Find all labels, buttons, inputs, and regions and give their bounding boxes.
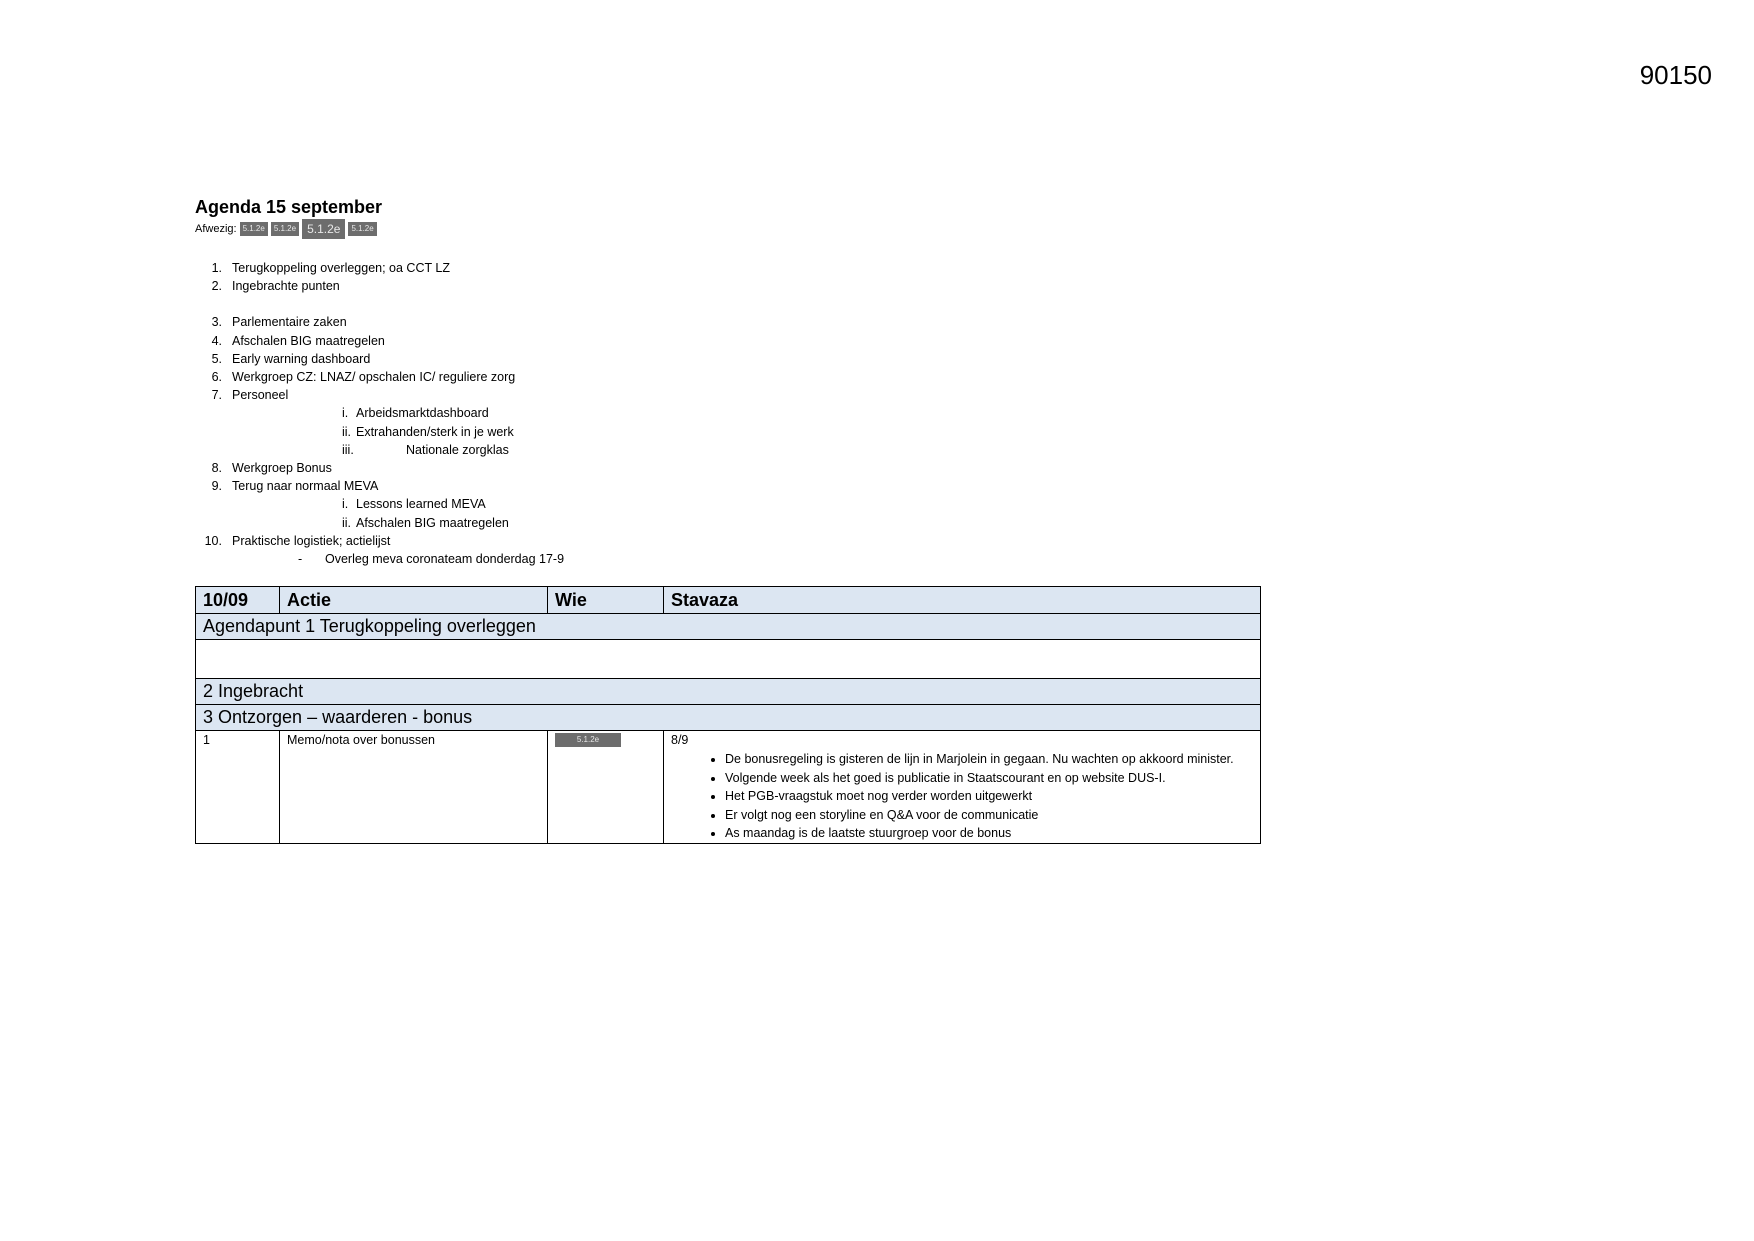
- section-title: 3 Ontzorgen – waarderen - bonus: [196, 705, 1261, 731]
- column-header: Actie: [280, 587, 548, 614]
- agenda-subitem: i. Lessons learned MEVA: [342, 497, 486, 512]
- page-title: Agenda 15 september: [195, 197, 383, 217]
- list-item: • Er volgt nog een storyline en Q&A voor de communicatie: [725, 806, 1253, 825]
- agenda-item: 6. Werkgroep CZ: LNAZ/ opschalen IC/ reguliere zorg: [211, 370, 516, 385]
- redaction-block: 5.1.2e: [348, 222, 376, 236]
- agenda-subitem: ii. Extrahanden/sterk in je werk: [342, 424, 514, 439]
- agenda-item: 3. Parlementaire zaken: [211, 315, 347, 330]
- column-header: 10/09: [196, 587, 280, 614]
- agenda-item: 9. Terug naar normaal MEVA: [211, 479, 379, 494]
- agenda-subitem: i. Arbeidsmarktdashboard: [342, 406, 489, 421]
- absent-line: [195, 219, 1260, 239]
- action-table: [195, 586, 1261, 844]
- column-header: Wie: [548, 587, 664, 614]
- agenda-item: 2. Ingebrachte punten: [211, 279, 340, 294]
- list-item: • Volgende week als het goed is publicatie in Staatscourant en op website DUS-I.: [725, 769, 1253, 788]
- table-row: [196, 640, 1261, 679]
- list-item: • Het PGB-vraagstuk moet nog verder worden uitgewerkt: [725, 787, 1253, 806]
- section-title: 2 Ingebracht: [196, 679, 1261, 705]
- status-bullets: [671, 750, 1253, 843]
- agenda-subitem: ii. Afschalen BIG maatregelen: [342, 515, 509, 530]
- redaction-block: 5.1.2e: [302, 219, 345, 239]
- section-row: [196, 679, 1261, 705]
- section-row: [196, 614, 1261, 640]
- agenda-item: 10. Praktische logistiek; actielijst: [204, 533, 391, 548]
- list-item: • De bonusregeling is gisteren de lijn in Marjolein in gegaan. Nu wachten op akkoord minister.: [725, 750, 1253, 769]
- table-row: [196, 731, 1261, 844]
- row-number: 1: [196, 731, 280, 844]
- redaction-block: 5.1.2e: [271, 222, 299, 236]
- agenda-item: 5. Early warning dashboard: [211, 351, 371, 366]
- section-row: [196, 705, 1261, 731]
- document-number: 90150: [1639, 60, 1712, 90]
- section-title: Agendapunt 1 Terugkoppeling overleggen: [196, 614, 1261, 640]
- redaction-block: 5.1.2e: [240, 222, 268, 236]
- agenda-item: 4. Afschalen BIG maatregelen: [211, 333, 385, 348]
- action-cell: Memo/nota over bonussen: [280, 731, 548, 844]
- agenda-item: 7. Personeel: [211, 388, 289, 403]
- agenda-item: 1. Terugkoppeling overleggen; oa CCT LZ: [211, 261, 450, 275]
- document-body: [195, 196, 1260, 844]
- agenda-subitem: - Overleg meva coronateam donderdag 17-9: [298, 552, 565, 567]
- who-cell: [548, 731, 664, 844]
- absent-label: Afwezig:: [195, 223, 237, 235]
- list-item: • As maandag is de laatste stuurgroep voor de bonus: [725, 824, 1253, 843]
- column-header: Stavaza: [664, 587, 1261, 614]
- empty-cell: [196, 640, 1261, 679]
- agenda-item: 8. Werkgroep Bonus: [211, 461, 332, 476]
- redaction-block: 5.1.2e: [555, 733, 621, 747]
- status-date: 8/9: [671, 733, 689, 748]
- status-cell: [664, 731, 1261, 844]
- agenda-subitem: iii. Nationale zorgklas: [342, 442, 509, 457]
- table-header-row: [196, 587, 1261, 614]
- agenda-list: [195, 259, 1260, 568]
